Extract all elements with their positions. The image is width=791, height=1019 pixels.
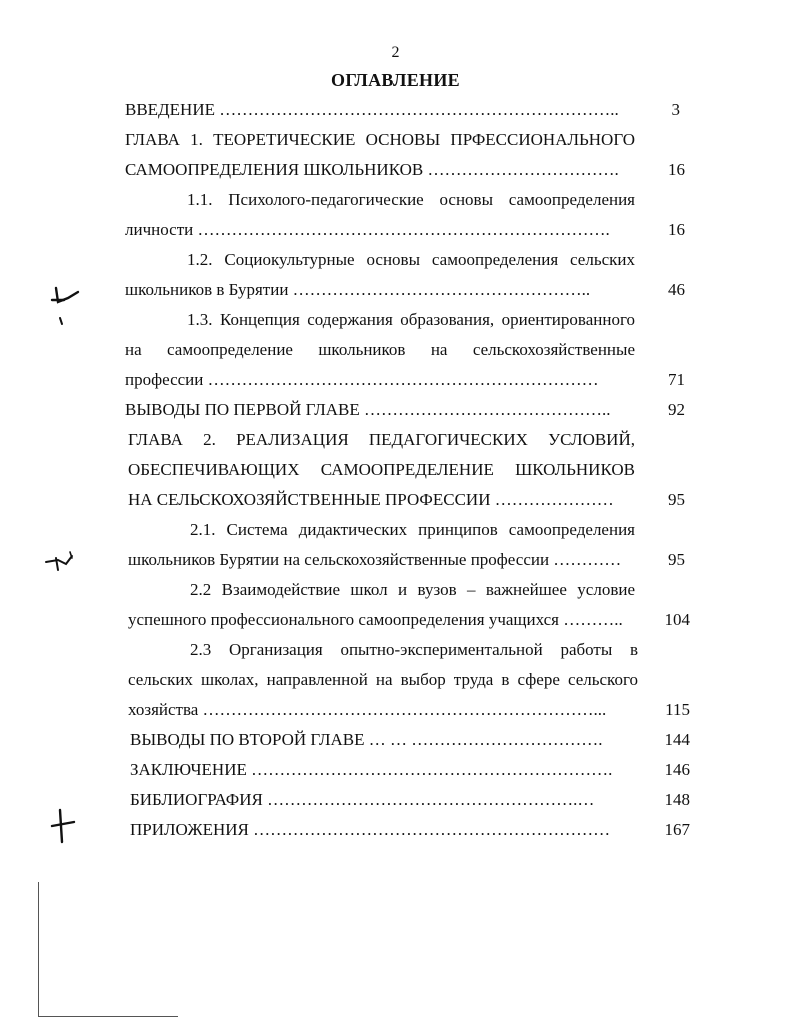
toc-entry-section-1-3-line2: на самоопределение школьников на сельскохозяйственные bbox=[125, 340, 635, 359]
toc-page-bibliography: 148 bbox=[664, 790, 690, 809]
toc-entry-section-1-2-line2: школьников в Бурятии …………………………………………….. bbox=[125, 280, 591, 299]
toc-entry-section-1-3-line3: профессии …………………………………………………………… bbox=[125, 370, 599, 389]
toc-page-conclusions-chapter2: 144 bbox=[664, 730, 690, 749]
toc-entry-chapter2-line1: ГЛАВА 2. РЕАЛИЗАЦИЯ ПЕДАГОГИЧЕСКИХ УСЛОВИЙ, bbox=[128, 430, 635, 449]
toc-page-section-2-1: 95 bbox=[668, 550, 685, 569]
page-number: 2 bbox=[391, 44, 400, 61]
toc-entry-section-2-3-line1: 2.3 Организация опытно-экспериментальной работы в bbox=[190, 640, 638, 659]
toc-entry-section-2-1-line2: школьников Бурятии на сельскохозяйственные профессии ………… bbox=[128, 550, 622, 569]
toc-entry-section-2-2-line1: 2.2 Взаимодействие школ и вузов – важнейшее условие bbox=[190, 580, 635, 599]
toc-page-section-1-2: 46 bbox=[668, 280, 685, 299]
toc-entry-conclusion: ЗАКЛЮЧЕНИЕ ………………………………………………………. bbox=[130, 760, 613, 779]
toc-page-chapter1: 16 bbox=[668, 160, 685, 179]
toc-entry-section-2-1-line1: 2.1. Система дидактических принципов самоопределения bbox=[190, 520, 635, 539]
toc-page-appendices: 167 bbox=[664, 820, 690, 839]
toc-page-introduction: 3 bbox=[671, 100, 680, 119]
handwritten-mark bbox=[44, 282, 84, 330]
toc-page-section-2-2: 104 bbox=[664, 610, 690, 629]
toc-entry-conclusions-chapter2: ВЫВОДЫ ПО ВТОРОЙ ГЛАВЕ … … ……………………………. bbox=[130, 730, 603, 749]
toc-page-conclusion: 146 bbox=[664, 760, 690, 779]
toc-entry-chapter1-line1: ГЛАВА 1. ТЕОРЕТИЧЕСКИЕ ОСНОВЫ ПРФЕССИОНАЛЬНОГО bbox=[125, 130, 635, 149]
scan-edge-line bbox=[38, 1016, 178, 1017]
handwritten-mark bbox=[42, 548, 82, 578]
toc-entry-section-2-2-line2: успешного профессионального самоопределения учащихся ……….. bbox=[128, 610, 623, 629]
toc-entry-section-2-3-line3: хозяйства ……………………………………………………………... bbox=[128, 700, 607, 719]
toc-entry-section-1-3-line1: 1.3. Концепция содержания образования, ориентированного bbox=[187, 310, 635, 329]
toc-entry-appendices: ПРИЛОЖЕНИЯ ……………………………………………………… bbox=[130, 820, 611, 839]
toc-entry-section-1-1-line1: 1.1. Психолого-педагогические основы самоопределения bbox=[187, 190, 635, 209]
toc-entry-chapter1-line2: САМООПРЕДЕЛЕНИЯ ШКОЛЬНИКОВ ……………………………. bbox=[125, 160, 619, 179]
toc-page-section-1-1: 16 bbox=[668, 220, 685, 239]
toc-entry-chapter2-line3: НА СЕЛЬСКОХОЗЯЙСТВЕННЫЕ ПРОФЕССИИ ………………… bbox=[128, 490, 614, 509]
toc-entry-section-1-1-line2: личности ………………………………………………………………. bbox=[125, 220, 610, 239]
toc-page-section-2-3: 115 bbox=[665, 700, 690, 719]
toc-entry-section-1-2-line1: 1.2. Социокультурные основы самоопределения сельских bbox=[187, 250, 635, 269]
handwritten-mark bbox=[50, 808, 80, 844]
toc-entry-chapter2-line2: ОБЕСПЕЧИВАЮЩИХ САМООПРЕДЕЛЕНИЕ ШКОЛЬНИКОВ bbox=[128, 460, 635, 479]
toc-page-chapter2: 95 bbox=[668, 490, 685, 509]
toc-page-conclusions-chapter1: 92 bbox=[668, 400, 685, 419]
toc-entry-section-2-3-line2: сельских школах, направленной на выбор труда в сфере сельского bbox=[128, 670, 638, 689]
toc-entry-introduction: ВВЕДЕНИЕ …………………………………………………………….. bbox=[125, 100, 619, 119]
toc-entry-conclusions-chapter1: ВЫВОДЫ ПО ПЕРВОЙ ГЛАВЕ …………………………………….. bbox=[125, 400, 611, 419]
toc-title: ОГЛАВЛЕНИЕ bbox=[331, 70, 460, 90]
toc-entry-bibliography: БИБЛИОГРАФИЯ ……………………………………………….… bbox=[130, 790, 595, 809]
toc-page-section-1-3: 71 bbox=[668, 370, 685, 389]
scan-edge-line bbox=[38, 882, 39, 1017]
